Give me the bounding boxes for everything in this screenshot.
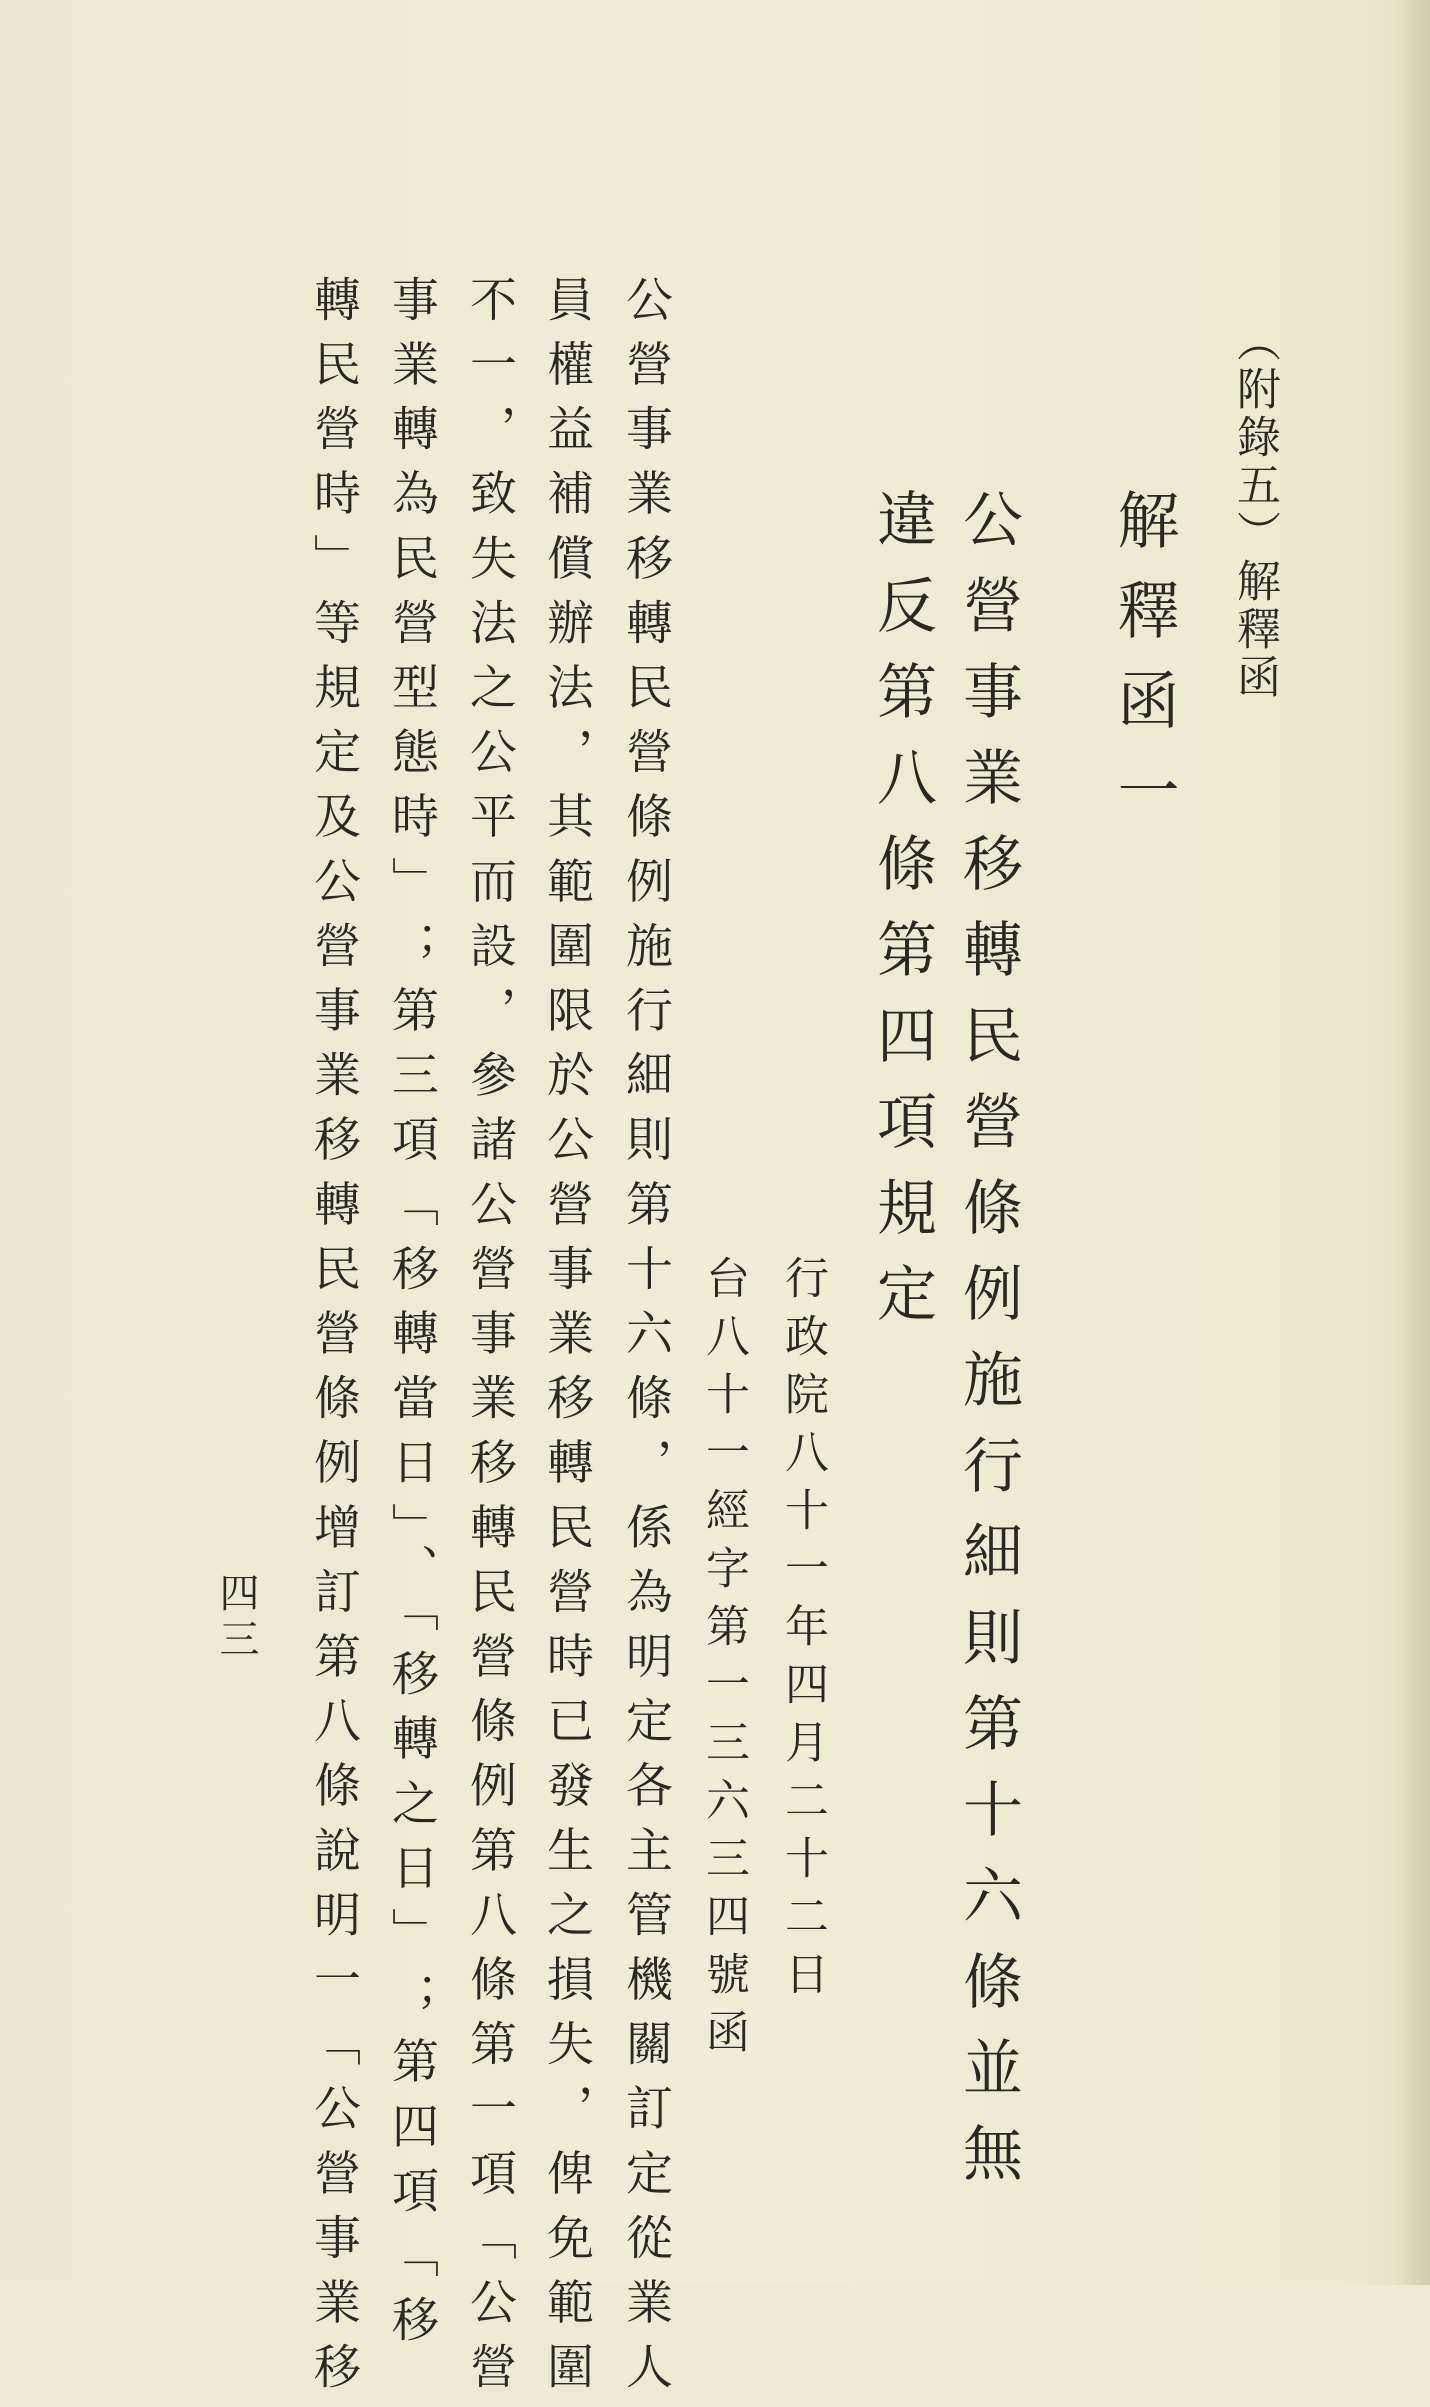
page-number: 四三 xyxy=(213,1572,259,1664)
reference-line-2: 台八十一經字第一三六三四號函 xyxy=(698,1255,749,2067)
subject-line-2: 違反第八條第四項規定 xyxy=(867,488,937,1348)
letter-title: 解釋函一 xyxy=(1107,488,1180,848)
running-head: （附錄五）解釋函 xyxy=(1229,318,1280,702)
subject-line-1: 公營事業移轉民營條例施行細則第十六條並無 xyxy=(953,488,1023,2208)
body-line-3: 不一，致失法之公平而設，參諸公營事業移轉民營條例第八條第一項「公營 xyxy=(462,275,517,2407)
body-line-4: 事業轉為民營型態時」；第三項「移轉當日」、「移轉之日」；第四項「移 xyxy=(384,275,439,2360)
reference-line-1: 行政院八十一年四月二十二日 xyxy=(777,1255,828,2009)
page-edge-shadow xyxy=(1396,0,1430,2285)
body-line-2: 員權益補償辦法，其範圍限於公營事業移轉民營時已發生之損失，俾免範圍 xyxy=(539,275,594,2407)
body-line-1: 公營事業移轉民營條例施行細則第十六條，係為明定各主管機關訂定從業人 xyxy=(618,275,673,2407)
body-line-5: 轉民營時」等規定及公營事業移轉民營條例增訂第八條說明一「公營事業移 xyxy=(306,275,361,2407)
